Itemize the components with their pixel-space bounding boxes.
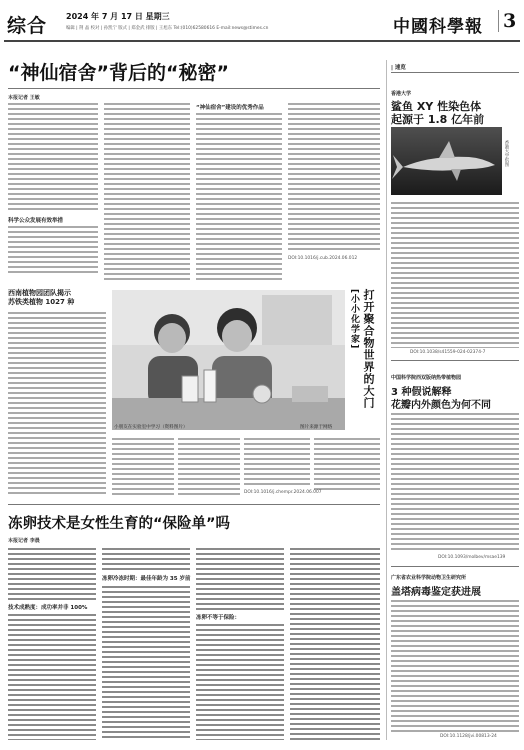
feature-text-col-1	[112, 438, 174, 496]
egg-text-col-1b	[8, 614, 96, 740]
sidebar-rule-2	[391, 360, 519, 361]
shark-kicker: 香港大学	[391, 91, 412, 97]
egg-text-col-3b	[196, 624, 284, 740]
lead-article-title: “神仙宿舍”背后的“秘密”	[8, 62, 229, 84]
feature-title: 打开聚合物世界的大门	[362, 289, 375, 409]
sidebar-rule-3	[391, 566, 519, 567]
fern-brief-title-1: 西南植物园团队揭示	[8, 289, 71, 297]
egg-text-col-2b	[102, 586, 190, 740]
feature-text-col-4	[314, 438, 380, 490]
egg-text-col-1a	[8, 548, 96, 600]
shark-title-2: 起源于 1.8 亿年前	[391, 113, 485, 126]
lead-text-col-3	[196, 113, 282, 283]
shark-doi: DOI:10.1038/s41559-024-02374-7	[410, 350, 486, 355]
flower-doi: DOI:10.1093/molbev/msae139	[438, 555, 506, 560]
egg-top-rule	[8, 504, 380, 505]
feature-doi: DOI:10.1016/j.chempr.2024.06.007	[244, 490, 322, 495]
egg-subhead-1: 技术成熟度：成功率并非 100%	[8, 605, 88, 611]
egg-text-col-3a	[196, 548, 284, 610]
fern-brief-text	[8, 312, 106, 497]
lead-text-col-4	[288, 103, 380, 253]
flower-title-2: 花瓣内外颜色为何不同	[391, 400, 491, 411]
egg-text-col-4	[290, 548, 380, 740]
flower-kicker: 中国科学院西双版纳热带植物园	[391, 375, 462, 381]
lead-subhead-1: 科学公众发展有效举措	[8, 218, 64, 224]
children-lab-illustration	[112, 290, 345, 430]
lead-text-col-2	[104, 103, 190, 283]
shark-title-1: 鲨鱼 XY 性染色体	[391, 100, 482, 113]
shark-photo	[391, 127, 502, 195]
lead-text-col-1	[8, 103, 98, 213]
children-lab-photo	[112, 290, 345, 430]
egg-subhead-3: 冻卵不等于保险：	[196, 615, 241, 621]
section-name: 综合	[7, 15, 48, 37]
virus-title: 盖塔病毒鉴定获进展	[391, 587, 481, 598]
virus-kicker: 广东省农业科学院动物卫生研究所	[391, 575, 467, 581]
header-rule	[4, 40, 520, 42]
lead-doi: DOI:10.1016/j.cub.2024.06.012	[288, 256, 358, 261]
sidebar-section-tag: | 速览	[391, 65, 406, 71]
lead-text-col-1b	[8, 226, 98, 274]
column-divider	[386, 60, 387, 740]
flower-text	[391, 413, 519, 553]
virus-doi: DOI:10.1128/jvi.00813-24	[440, 734, 497, 739]
virus-text	[391, 600, 519, 732]
shark-photo-credit: 香港大学供图	[504, 140, 509, 167]
feature-text-col-3	[244, 438, 310, 488]
shark-illustration	[391, 127, 502, 195]
shark-text	[391, 202, 519, 348]
egg-text-col-2a	[102, 548, 190, 570]
egg-subhead-2: 冻卵冷冻时期：最佳年龄为 35 岁前	[102, 576, 191, 582]
egg-byline: 本报记者 李晨	[8, 538, 40, 544]
photo-caption: 小朋友在实验室中学习（资料图片）	[114, 425, 188, 430]
flower-title-1: 3 种假说解释	[391, 387, 452, 398]
fern-brief-title-2: 苏铁类植物 1027 种	[8, 298, 75, 306]
lead-subhead-2: “神仙宿舍”建设的优秀作品	[196, 105, 264, 111]
newspaper-logo: 中國科學報	[393, 17, 483, 37]
lead-byline: 本报记者 王敏	[8, 95, 40, 101]
lead-title-rule	[8, 88, 380, 89]
editorial-info: 编辑 | 荆 晶 校对 | 孙凯宁 版式 | 郑金武 排版 | 王旭东 Tel:(010)62580616 E-mail:news@stimes.cn	[66, 26, 269, 31]
page-number: 3	[498, 10, 516, 32]
sidebar-rule	[391, 72, 519, 73]
photo-credit: 图片来源于网络	[300, 425, 333, 430]
issue-date: 2024 年 7 月 17 日 星期三	[66, 12, 170, 21]
feature-tag: [小小化学家]	[349, 289, 359, 350]
feature-text-col-2	[178, 438, 240, 496]
egg-article-title: 冻卵技术是女性生育的“保险单”吗	[8, 516, 231, 532]
masthead	[0, 0, 524, 40]
